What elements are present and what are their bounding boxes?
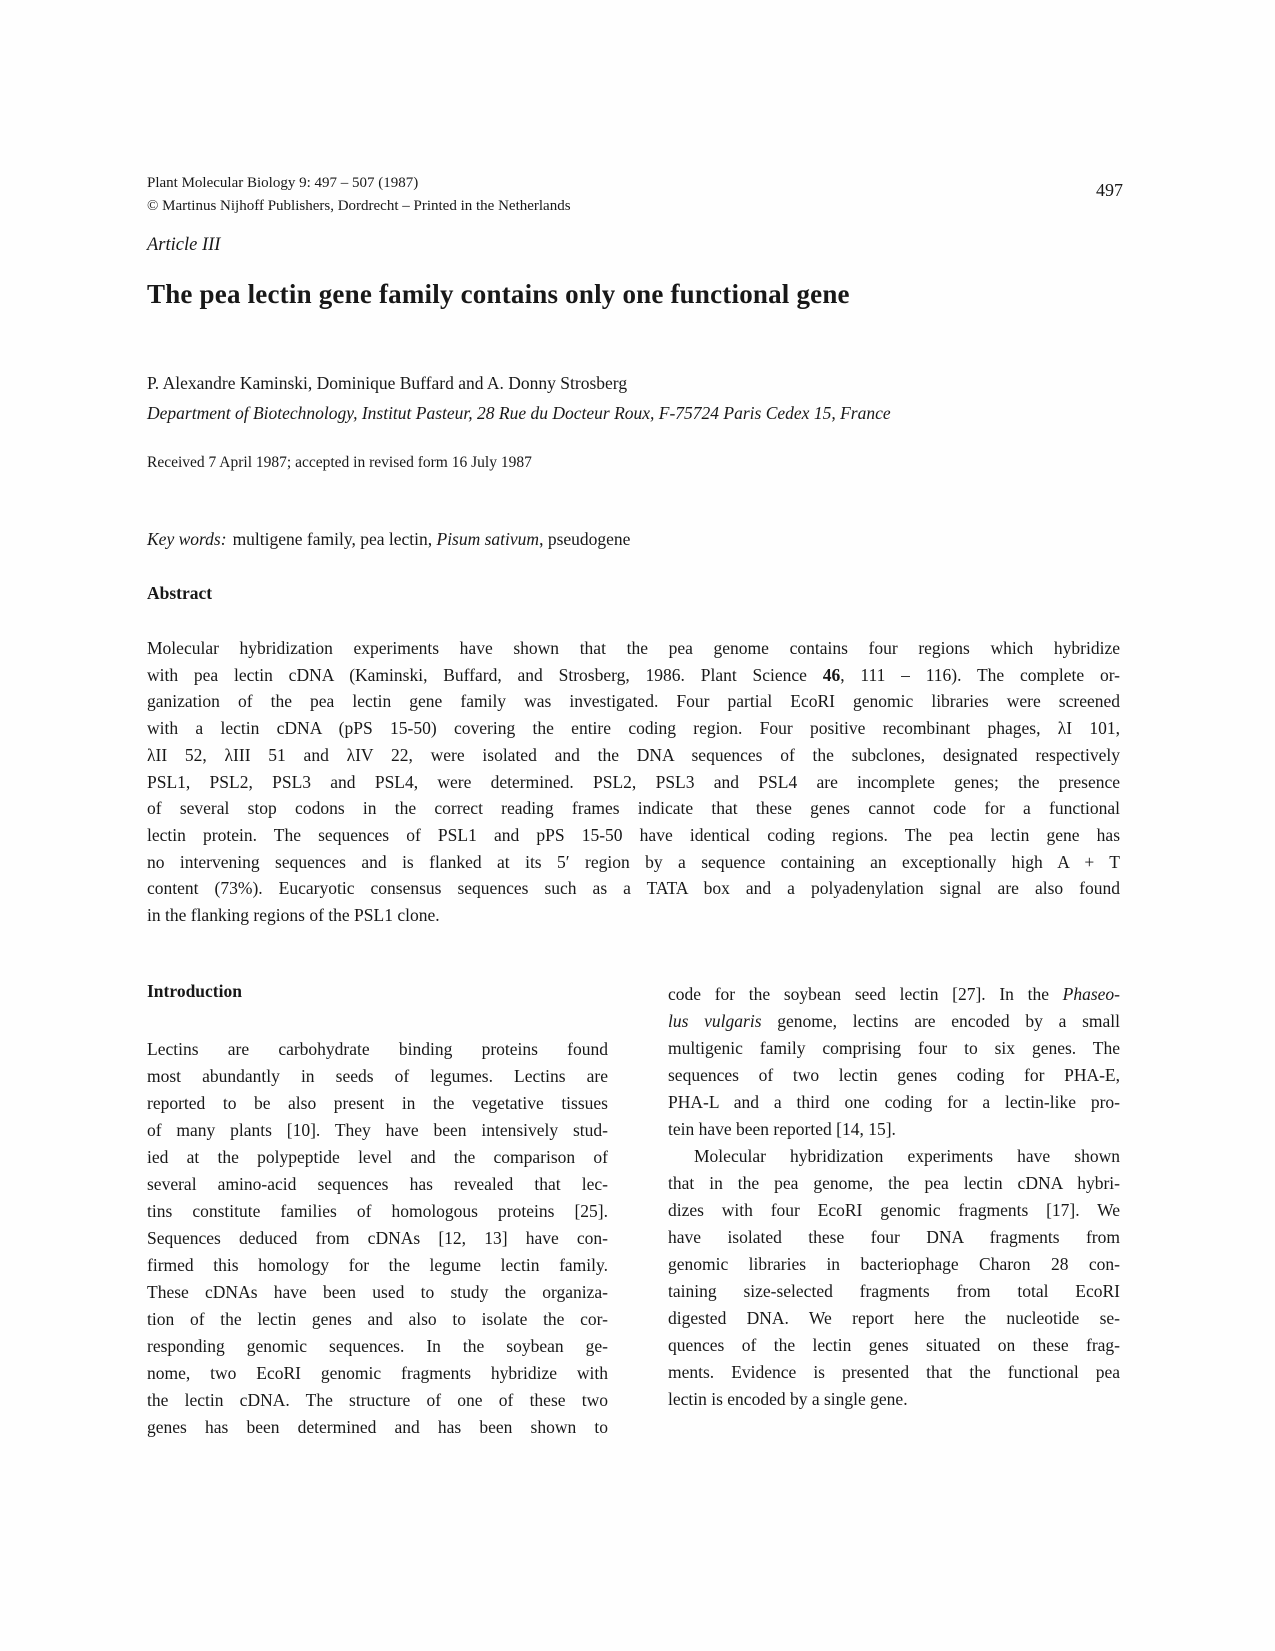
text-line: taining size-selected fragments from total EcoRI [668, 1281, 1120, 1301]
text-line: tion of the lectin genes and also to isolate the cor- [147, 1309, 608, 1329]
text-line: lectin protein. The sequences of PSL1 and pPS 15-50 have identical coding regions. The pea lectin gene has [147, 824, 1120, 845]
affiliation-line: Department of Biotechnology, Institut Pasteur, 28 Rue du Docteur Roux, F-75724 Paris Cedex 15, France [147, 403, 891, 423]
text-line: Molecular hybridization experiments have shown that the pea genome contains four regions which hybridize [147, 638, 1120, 658]
introduction-heading: Introduction [147, 981, 242, 1001]
text-line: several amino-acid sequences has revealed that lec- [147, 1174, 608, 1194]
abstract-text [147, 635, 1120, 929]
text-line: Molecular hybridization experiments have shown [694, 1146, 1120, 1166]
text-line: quences of the lectin genes situated on these frag- [668, 1335, 1120, 1355]
text-line: These cDNAs have been used to study the organiza- [147, 1282, 608, 1302]
text-line: most abundantly in seeds of legumes. Lectins are [147, 1066, 608, 1086]
text-line: sequences of two lectin genes coding for PHA-E, [668, 1065, 1120, 1085]
journal-header [147, 172, 571, 218]
abstract-heading: Abstract [147, 583, 213, 603]
text-line: ganization of the pea lectin gene family was investigated. Four partial EcoRI genomic libraries were screened [147, 691, 1120, 712]
copyright-line: © Martinus Nijhoff Publishers, Dordrecht – Printed in the Netherlands [147, 198, 571, 214]
text-line: PSL1, PSL2, PSL3 and PSL4, were determined. PSL2, PSL3 and PSL4 are incomplete genes; the presence [147, 771, 1120, 792]
intro-right-column [668, 981, 1120, 1413]
intro-left-column [147, 1036, 608, 1441]
keywords-species: Pisum sativum [436, 529, 540, 549]
text-line: genomic libraries in bacteriophage Charon 28 con- [668, 1254, 1120, 1274]
text-line: multigenic family comprising four to six genes. The [668, 1038, 1120, 1058]
keywords-label: Key words: [147, 529, 227, 549]
text-line: content (73%). Eucaryotic consensus sequences such as a TATA box and a polyadenylation signal are also found [147, 878, 1120, 899]
text-line: tein have been reported [14, 15]. [668, 1119, 896, 1139]
text-line: dizes with four EcoRI genomic fragments [17]. We [668, 1200, 1120, 1220]
text-line: no intervening sequences and is flanked at its 5′ region by a sequence containing an exceptionally high A + T [147, 851, 1120, 872]
keywords-pre: multigene family, pea lectin, [232, 529, 437, 549]
text-line: with pea lectin cDNA (Kaminski, Buffard, and Strosberg, 1986. Plant Science 46, 111 – 116). The complete or- [147, 664, 1120, 685]
text-line: Lectins are carbohydrate binding proteins found [147, 1039, 608, 1059]
keywords-line [147, 529, 630, 550]
journal-title-line: Plant Molecular Biology 9: 497 – 507 (1987) [147, 175, 419, 191]
text-line: genes has been determined and has been shown to [147, 1417, 608, 1437]
page-number: 497 [1096, 180, 1123, 200]
text-line: Sequences deduced from cDNAs [12, 13] have con- [147, 1228, 608, 1248]
text-line: that in the pea genome, the pea lectin cDNA hybri- [668, 1173, 1120, 1193]
text-line: code for the soybean seed lectin [27]. In the Phaseo- [668, 984, 1120, 1004]
text-line: PHA-L and a third one coding for a lectin-like pro- [668, 1092, 1120, 1112]
keywords-post: , pseudogene [539, 529, 631, 549]
text-line: in the flanking regions of the PSL1 clone. [147, 905, 440, 926]
text-line: with a lectin cDNA (pPS 15-50) covering the entire coding region. Four positive recombinant phages, λI 101, [147, 718, 1120, 739]
text-line: reported to be also present in the vegetative tissues [147, 1093, 608, 1113]
text-line: nome, two EcoRI genomic fragments hybridize with [147, 1363, 608, 1383]
article-label: Article III [147, 235, 221, 255]
text-line: ied at the polypeptide level and the comparison of [147, 1147, 608, 1167]
text-line: λII 52, λIII 51 and λIV 22, were isolated and the DNA sequences of the subclones, designated respectively [147, 744, 1120, 765]
text-line: ments. Evidence is presented that the functional pea [668, 1362, 1120, 1382]
authors-line: P. Alexandre Kaminski, Dominique Buffard and A. Donny Strosberg [147, 373, 628, 393]
text-line: responding genomic sequences. In the soybean ge- [147, 1336, 608, 1356]
text-line: lus vulgaris genome, lectins are encoded by a small [668, 1011, 1120, 1031]
text-line: firmed this homology for the legume lectin family. [147, 1255, 608, 1275]
text-line: have isolated these four DNA fragments from [668, 1227, 1120, 1247]
text-line: of many plants [10]. They have been intensively stud- [147, 1120, 608, 1140]
text-line: digested DNA. We report here the nucleotide se- [668, 1308, 1120, 1328]
page-title: The pea lectin gene family contains only one functional gene [147, 279, 850, 309]
received-line: Received 7 April 1987; accepted in revised form 16 July 1987 [147, 454, 532, 471]
text-line: tins constitute families of homologous proteins [25]. [147, 1201, 608, 1221]
text-line: lectin is encoded by a single gene. [668, 1389, 908, 1409]
text-line: the lectin cDNA. The structure of one of these two [147, 1390, 608, 1410]
text-line: of several stop codons in the correct reading frames indicate that these genes cannot code for a functional [147, 798, 1120, 819]
